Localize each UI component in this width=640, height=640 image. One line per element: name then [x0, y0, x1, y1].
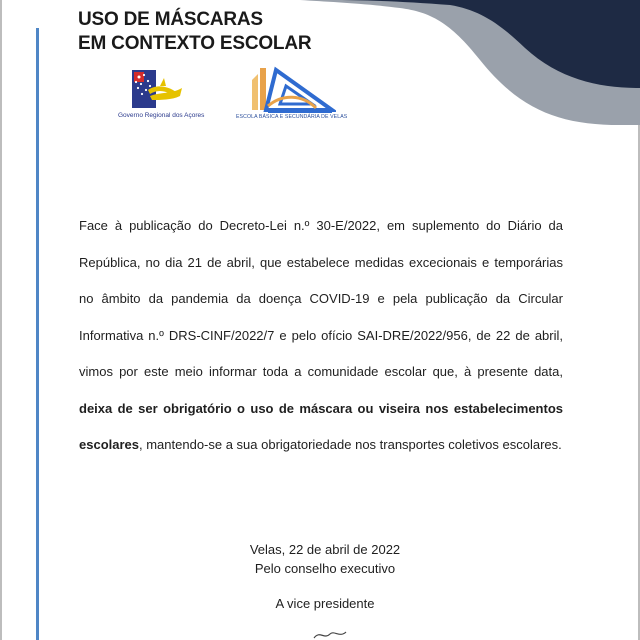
signed-by: Pelo conselho executivo — [254, 561, 396, 576]
handwritten-signature — [310, 628, 350, 640]
title-line-1: USO DE MÁSCARAS — [78, 9, 263, 30]
azores-government-logo-icon — [130, 68, 186, 110]
school-logo-caption: ESCOLA BÁSICA E SECUNDÁRIA DE VELAS — [236, 114, 348, 120]
government-logo — [118, 68, 205, 122]
government-logo-caption: Governo Regional dos Açores — [118, 112, 205, 119]
document-title — [78, 8, 311, 56]
left-accent-bar — [36, 28, 39, 640]
notice-text-part-2: , mantendo-se a sua obrigatoriedade nos transportes coletivos escolares. — [139, 437, 562, 452]
place-and-date: Velas, 22 de abril de 2022 — [249, 542, 401, 557]
signature-block — [170, 540, 480, 613]
title-line-2: EM CONTEXTO ESCOLAR — [78, 33, 312, 54]
notice-body — [79, 208, 563, 464]
signatory-role: A vice presidente — [275, 596, 375, 611]
school-set-square-logo-icon — [246, 64, 336, 114]
notice-highlight: deixa de ser obrigatório o uso de máscara ou viseira nos estabelecimentos escolares — [79, 400, 563, 452]
notice-text-part-1: Face à publicação do Decreto-Lei n.º 30-E/2022, em suplemento do Diário da República, no dia 21 de abril, que estabelece medidas excecionais e temporárias no âmbito da pandemia da doença COVID-19 e pela publicação da Circular Informativa n.º DRS-CINF/2022/7 e pelo ofício SAI-DRE/2022/956, de 22 de abril, vimos por este meio informar toda a comunidade escolar que, à presente data, — [79, 218, 563, 379]
school-logo — [236, 64, 348, 124]
